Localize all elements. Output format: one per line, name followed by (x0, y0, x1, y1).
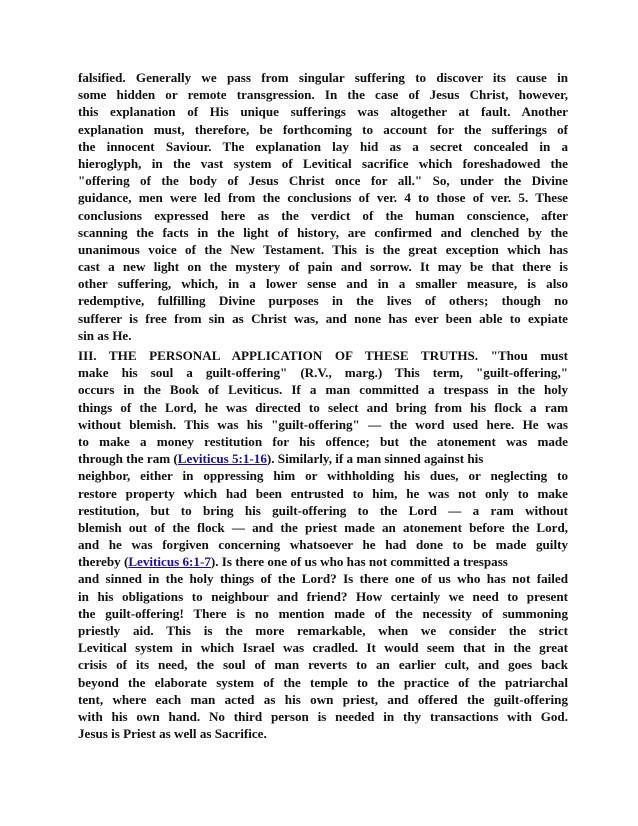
text-line: Jesus is Priest as well as Sacrifice. (78, 726, 267, 742)
text-line: unanimous voice of the New Testament. This is the great exception which has (78, 241, 568, 257)
text-fragment: through the ram ( (78, 451, 178, 467)
text-line: beyond the elaborate system of the temple to the practice of the patriarchal (78, 674, 568, 690)
text-line: sufferer is free from sin as Christ was, and none has ever been able to expiate (78, 310, 568, 326)
text-line: blemish out of the flock — and the priest made an atonement before the Lord, (78, 519, 568, 535)
text-line: explanation must, therefore, be forthcoming to account for the sufferings of (78, 121, 568, 137)
text-line: make his soul a guilt-offering" (R.V., marg.) This term, "guilt-offering," (78, 365, 568, 381)
text-line: the guilt-offering! There is no mention made of the necessity of summoning (78, 605, 568, 621)
text-line: neighbor, either in oppressing him or withholding his dues, or neglecting to (78, 468, 568, 484)
text-line: and sinned in the holy things of the Lord? Is there one of us who has not failed (78, 571, 568, 587)
text-fragment: ). Similarly, if a man sinned against his (266, 451, 484, 467)
paragraph-1 (78, 69, 568, 344)
text-line: hieroglyph, in the vast system of Levitical sacrifice which foreshadowed the (78, 155, 568, 171)
section-heading-line: III. THE PERSONAL APPLICATION OF THESE TRUTHS. "Thou must (78, 348, 568, 363)
text-line: conclusions expressed here as the verdict of the human conscience, after (78, 207, 568, 223)
text-line: "offering of the body of Jesus Christ once for all." So, under the Divine (78, 173, 568, 189)
scripture-link-leviticus-5[interactable]: Leviticus 5:1-16 (177, 451, 267, 467)
text-line: to make a money restitution for his offence; but the atonement was made (78, 433, 568, 449)
text-line: occurs in the Book of Leviticus. If a man committed a trespass in the holy (78, 382, 568, 398)
text-line: in his obligations to neighbour and friend? How certainly we need to present (78, 588, 568, 604)
text-line: this explanation of His unique sufferings was altogether at fault. Another (78, 104, 568, 120)
text-line: some hidden or remote transgression. In the case of Jesus Christ, however, (78, 87, 568, 103)
text-line: restitution, but to bring his guilt-offering to the Lord — a ram without (78, 502, 568, 518)
text-line: the innocent Saviour. The explanation lay hid as a secret concealed in a (78, 138, 568, 154)
text-line (78, 450, 568, 467)
text-line: priestly aid. This is the more remarkable, when we consider the strict (78, 623, 568, 638)
text-line: falsified. Generally we pass from singular suffering to discover its cause in (78, 70, 568, 85)
text-fragment: thereby ( (78, 554, 129, 570)
text-line: sin as He. (78, 327, 132, 343)
scripture-link-leviticus-6[interactable]: Leviticus 6:1-7 (128, 554, 211, 570)
text-line: things of the Lord, he was directed to select and bring from his flock a ram (78, 399, 568, 415)
text-line: with his own hand. No third person is needed in thy transactions with God. (78, 708, 568, 724)
text-line: other suffering, which, in a lower sense and in a smaller measure, is also (78, 276, 568, 292)
paragraph-2 (78, 347, 568, 742)
text-line: Levitical system in which Israel was cradled. It would seem that in the great (78, 640, 568, 656)
text-line: crisis of its need, the soul of man reverts to an earlier cult, and goes back (78, 657, 568, 673)
text-line: restore property which had been entrusted to him, he was not only to make (78, 485, 568, 501)
text-line (78, 553, 568, 570)
text-line: guidance, men were led from the conclusions of ver. 4 to those of ver. 5. These (78, 190, 568, 206)
text-line: scanning the facts in the light of history, are confirmed and clenched by the (78, 224, 568, 240)
text-line: redemptive, fulfilling Divine purposes in the lives of others; though no (78, 293, 568, 309)
text-line: and he was forgiven concerning whatsoever he had done to be made guilty (78, 537, 568, 553)
text-line: without blemish. This was his "guilt-offering" — the word used here. He was (78, 416, 568, 432)
text-line: cast a new light on the mystery of pain and sorrow. It may be that there is (78, 259, 568, 275)
document-page (78, 69, 568, 742)
text-fragment: ). Is there one of us who has not committed a trespass (210, 554, 508, 570)
text-line: tent, where each man acted as his own priest, and offered the guilt-offering (78, 691, 568, 707)
